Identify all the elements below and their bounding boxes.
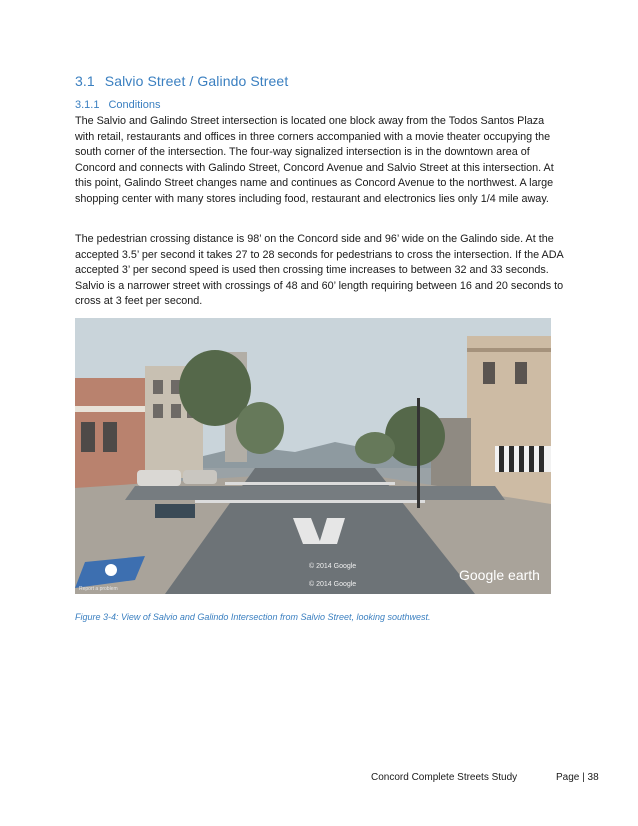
footer-title: Concord Complete Streets Study	[371, 772, 518, 783]
section-title: Salvio Street / Galindo Street	[104, 73, 289, 89]
section-heading	[75, 73, 288, 89]
parked-car	[137, 470, 181, 486]
bench	[155, 504, 195, 518]
copyright-watermark: © 2014 Google	[309, 563, 357, 570]
awning-striped	[495, 446, 551, 472]
subsection-number: 3.1.1	[75, 99, 100, 111]
copyright-watermark-2: © 2014 Google	[309, 581, 357, 588]
section-number: 3.1	[75, 73, 95, 89]
subsection-heading	[75, 99, 160, 111]
crosswalk-line	[225, 482, 395, 485]
tree-right	[385, 406, 445, 466]
subsection-title: Conditions	[108, 99, 161, 111]
street-view-illustration	[75, 318, 551, 594]
paragraph-crossing: The pedestrian crossing distance is 98’ on the Concord side and 96’ wide on the Galindo side. At the accepted 3.5’ per second it takes 27 to 28 seconds for pedestrians to cross the intersection. If the ADA accepted 3’ per second speed is used then crossing time increases to between 32 and 33 seconds. Salvio is a narrower street with crossings of 48 and 60’ length requiring between 16 and 20 seconds to cross at 3 feet per second.	[75, 233, 564, 308]
google-earth-logo: Google earth	[459, 567, 540, 583]
building-right	[467, 336, 551, 506]
street-view-photo	[75, 318, 551, 594]
light-pole	[417, 398, 420, 508]
paragraph-conditions: The Salvio and Galindo Street intersection is located one block away from the Todos Santos Plaza with retail, restaurants and offices in three corners accompanied with a movie theater occupying the south corner of the intersection. The four-way signalized intersection is in the downtown area of Concord and connects with Galindo Street, Concord Avenue and Salvio Street at this intersection. At this point, Galindo Street changes name and continues as Concord Avenue to the northwest. A large shopping center with many stores including food, restaurant and electronics lies only 1/4 mile away.	[75, 115, 554, 205]
report-problem-link[interactable]: Report a problem	[79, 586, 118, 592]
footer-page-number: Page | 38	[556, 772, 599, 783]
figure-caption: Figure 3-4: View of Salvio and Galindo Intersection from Salvio Street, looking southwest.	[75, 612, 431, 622]
